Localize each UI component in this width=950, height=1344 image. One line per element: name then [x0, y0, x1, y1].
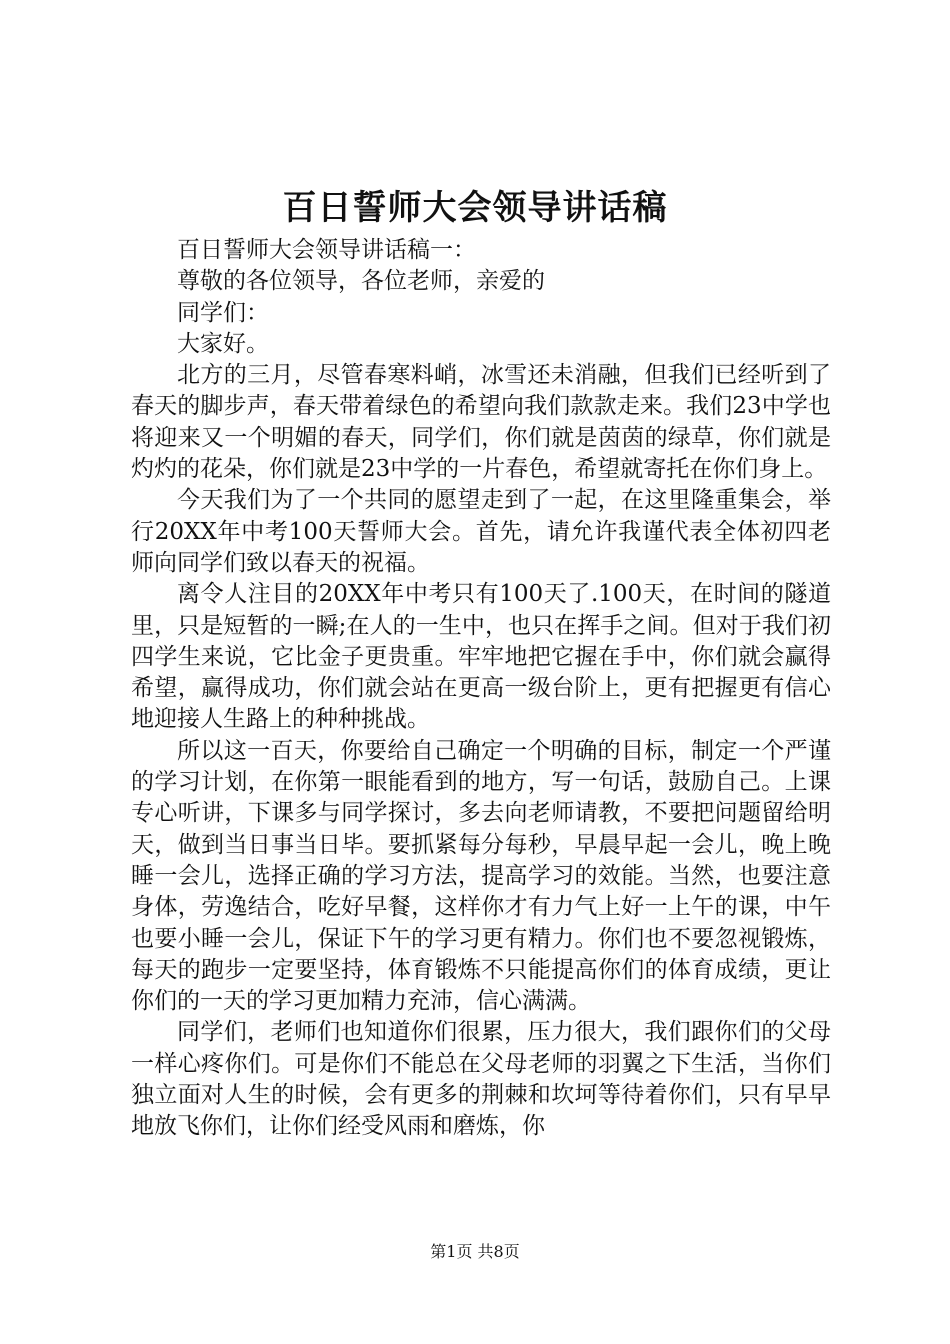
paragraph-body: 所以这一百天，你要给自己确定一个明确的目标，制定一个严谨的学习计划，在你第一眼能看到的地方，写一句话，鼓励自己。上课专心听讲，下课多与同学探讨，多去向老师请教，不要把问题留给明天，做到当日事当日毕。要抓紧每分每秒，早晨早起一会儿，晚上晚睡一会儿，选择正确的学习方法，提高学习的效能。当然，也要注意身体，劳逸结合，吃好早餐，这样你才有力气上好一上午的课，中午也要小睡一会儿，保证下午的学习更有精力。你们也不要忽视锻炼，每天的跑步一定要坚持，体育锻炼不只能提高你们的体育成绩，更让你们的一天的学习更加精力充沛，信心满满。: [131, 737, 831, 1015]
paragraph-body: 离令人注目的20XX年中考只有100天了.100天，在时间的隧道里，只是短暂的一瞬;在人的一生中，也只在挥手之间。但对于我们初四学生来说，它比金子更贵重。牢牢地把它握在手中，你们就会赢得希望，赢得成功，你们就会站在更高一级台阶上，更有把握更有信心地迎接人生路上的种种挑战。: [131, 581, 831, 733]
paragraph-salutation-cont: 同学们：: [177, 299, 269, 326]
paragraph-body: 同学们，老师们也知道你们很累，压力很大，我们跟你们的父母一样心疼你们。可是你们不能总在父母老师的羽翼之下生活，当你们独立面对人生的时候，会有更多的荆棘和坎坷等待着你们，只有早早地放飞你们，让你们经受风雨和磨炼，你: [131, 1019, 831, 1140]
paragraph-body: 北方的三月，尽管春寒料峭，冰雪还未消融，但我们已经听到了春天的脚步声，春天带着绿色的希望向我们款款走来。我们23中学也将迎来又一个明媚的春天，同学们，你们就是茵茵的绿草，你们就是灼灼的花朵，你们就是23中学的一片春色，希望就寄托在你们身上。: [131, 362, 831, 483]
paragraph-body: 今天我们为了一个共同的愿望走到了一起，在这里隆重集会，举行20XX年中考100天誓师大会。首先，请允许我谨代表全体初四老师向同学们致以春天的祝福。: [131, 487, 831, 576]
paragraph-salutation: 尊敬的各位领导，各位老师，亲爱的: [177, 268, 545, 295]
paragraph-heading: 百日誓师大会领导讲话稿一：: [177, 237, 476, 263]
document-body: [131, 235, 831, 1143]
page-number-footer: 第1页 共8页: [430, 1242, 520, 1261]
document-title: 百日誓师大会领导讲话稿: [282, 188, 668, 228]
paragraph-greeting: 大家好。: [177, 330, 269, 357]
